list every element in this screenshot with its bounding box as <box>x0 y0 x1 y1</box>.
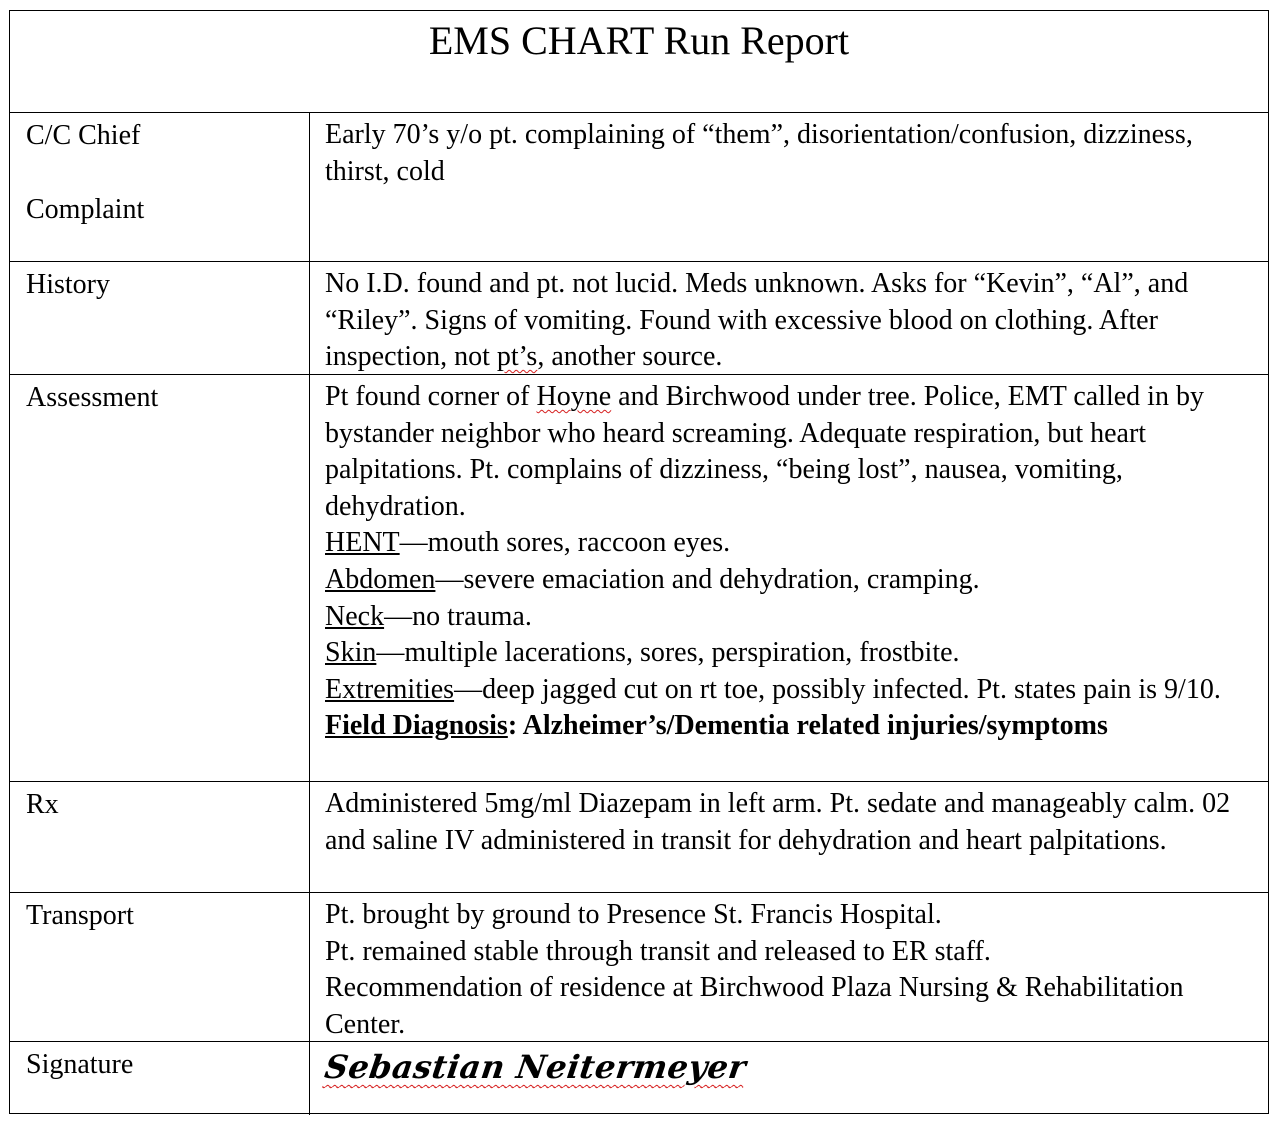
label-history: History <box>26 269 110 300</box>
label-rx: Rx <box>26 789 59 820</box>
field-diagnosis <box>325 708 1258 745</box>
finding-text: —no trauma. <box>384 600 532 632</box>
history-text-part1: No I.D. found and pt. not lucid. Meds unknown. Asks for “Kevin”, “Al”, and “Riley”. Signs of vomiting. Found with excessive blood on clothing. After inspection, not <box>325 268 1189 373</box>
label-assessment: Assessment <box>26 382 159 413</box>
label-cell-transport <box>10 893 310 1041</box>
finding-term: Abdomen <box>325 563 436 595</box>
rx-text: Administered 5mg/ml Diazepam in left arm. Pt. sedate and manageably calm. 02 and saline IV administered in transit for dehydration and heart palpitations. <box>325 788 1231 856</box>
label-cell-signature <box>10 1042 310 1115</box>
row-rx <box>10 782 1268 893</box>
row-history <box>10 262 1268 375</box>
finding-skin <box>325 635 1258 672</box>
row-signature <box>10 1042 1268 1115</box>
label-chief-complaint-line1: C/C Chief <box>26 120 141 151</box>
finding-term: Skin <box>325 637 377 669</box>
label-cell-history <box>10 262 310 374</box>
title-row <box>10 11 1268 113</box>
finding-text: —deep jagged cut on rt toe, possibly infected. Pt. states pain is 9/10. <box>454 673 1221 705</box>
content-cell-history <box>310 262 1268 376</box>
finding-text: —multiple lacerations, sores, perspiration, frostbite. <box>376 637 960 669</box>
finding-term: Neck <box>325 600 385 632</box>
history-text-part2: , another source. <box>537 341 723 373</box>
finding-extremities <box>325 672 1258 709</box>
row-chief-complaint <box>10 113 1268 262</box>
label-chief-complaint-line2: Complaint <box>26 194 145 225</box>
assessment-intro <box>325 379 1258 525</box>
content-cell-rx <box>310 782 1268 859</box>
field-diagnosis-text: : Alzheimer’s/Dementia related injuries/symptoms <box>507 710 1108 742</box>
content-cell-signature <box>310 1042 1268 1089</box>
content-cell-assessment <box>310 375 1268 745</box>
row-transport <box>10 893 1268 1042</box>
label-cell-assessment <box>10 375 310 781</box>
content-cell-chief-complaint <box>310 113 1268 190</box>
content-cell-transport <box>310 893 1268 1043</box>
assessment-intro-part1: Pt found corner of <box>325 381 537 412</box>
label-transport: Transport <box>26 900 134 931</box>
history-text <box>325 266 1258 376</box>
label-signature: Signature <box>26 1049 134 1080</box>
transport-line: Pt. remained stable through transit and released to ER staff. <box>325 935 991 967</box>
finding-term: Extremities <box>325 673 455 705</box>
spellcheck-flagged-word: Hoyne <box>536 381 612 412</box>
run-report-table <box>9 10 1269 1114</box>
spellcheck-flagged-word: pt’s <box>496 341 538 373</box>
finding-text: —severe emaciation and dehydration, cramping. <box>435 563 980 595</box>
report-title: EMS CHART Run Report <box>428 18 850 63</box>
label-cell-chief-complaint <box>10 113 310 261</box>
transport-line: Pt. brought by ground to Presence St. Francis Hospital. <box>325 899 942 930</box>
assessment-intro-part2: and Birchwood under tree. Police, EMT called in by bystander neighbor who heard screaming. Adequate respiration, but heart palpitations. Pt. complains of dizziness, “being lost”, nausea, vomiting, dehydration. <box>325 381 1204 522</box>
finding-term: HENT <box>325 527 400 559</box>
row-assessment <box>10 375 1268 782</box>
chief-complaint-text: Early 70’s y/o pt. complaining of “them”, disorientation/confusion, dizziness, thirst, cold <box>325 119 1193 187</box>
field-diagnosis-label: Field Diagnosis <box>325 710 508 742</box>
finding-text: —mouth sores, raccoon eyes. <box>399 527 731 559</box>
finding-abdomen <box>325 562 1258 599</box>
finding-neck <box>325 599 1258 636</box>
transport-line: Recommendation of residence at Birchwood Plaza Nursing & Rehabilitation Center. <box>325 972 1184 1040</box>
signature-name: Sebastian Neitermeyer <box>322 1048 749 1086</box>
label-cell-rx <box>10 782 310 892</box>
finding-hent <box>325 525 1258 562</box>
